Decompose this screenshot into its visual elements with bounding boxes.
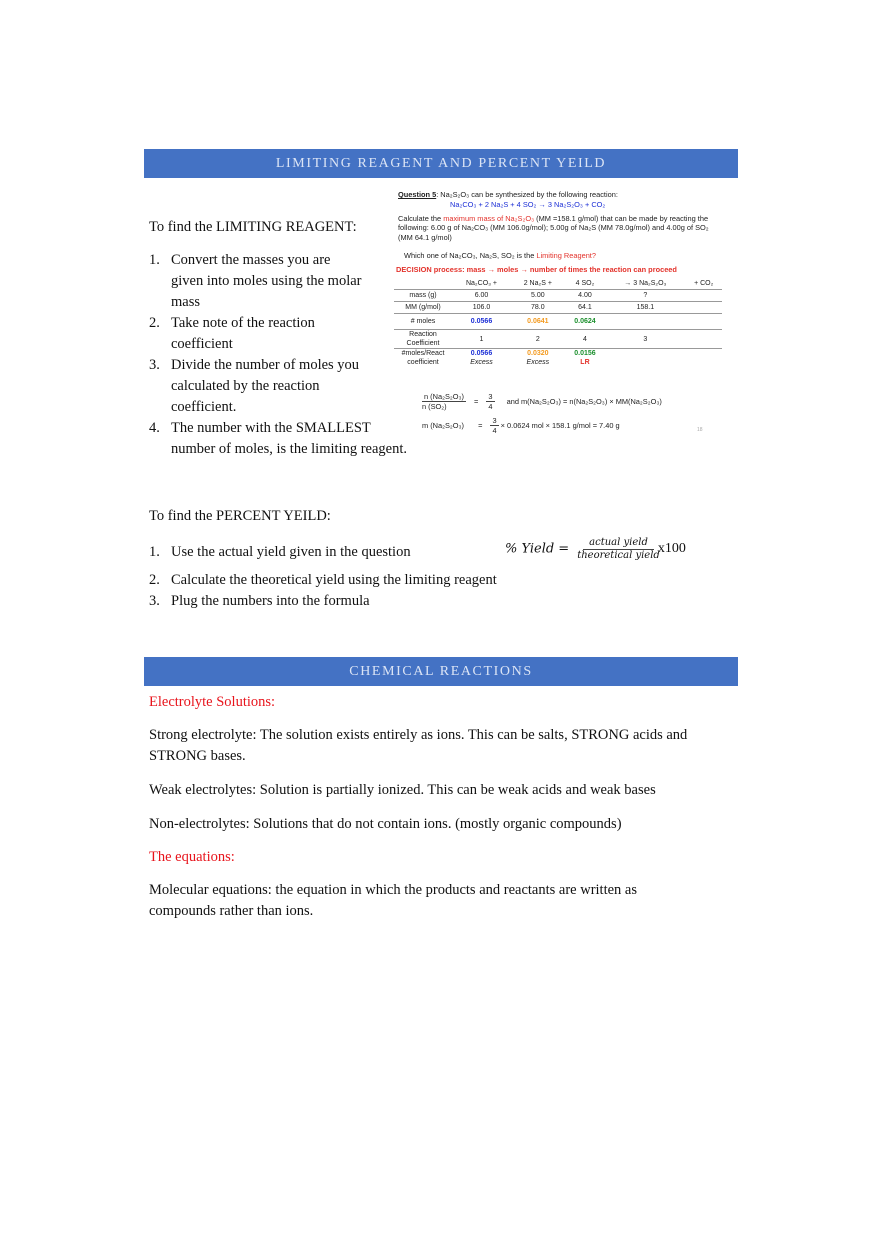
strong-electrolyte-paragraph: Strong electrolyte: The solution exists entirely as ions. This can be salts, STRONG acids and STRONG bases. <box>149 727 688 764</box>
electrolyte-heading: Electrolyte Solutions: <box>149 694 276 710</box>
slide-question: Question 5: Na₂S₂O₃ can be synthesized by the following reaction: <box>398 190 618 199</box>
slide-mass-equation: m (Na₂S₂O₃) = $\frac{3}{4}$ × 0.0624 mol × 158.1 g/mol = 7.40 g <box>422 416 620 436</box>
limiting-heading: To find the LIMITING REAGENT: <box>149 219 357 235</box>
limiting-steps-list <box>149 250 429 460</box>
section-banner-reactions: CHEMICAL REACTIONS <box>144 657 738 686</box>
limiting-step: 2. Take note of the reaction coefficient <box>149 315 315 352</box>
non-electrolyte-paragraph: Non-electrolytes: Solutions that do not contain ions. (mostly organic compounds) <box>149 816 622 832</box>
percent-step: 2. Calculate the theoretical yield using the limiting reagent <box>149 572 497 588</box>
percent-heading: To find the PERCENT YEILD: <box>149 508 331 524</box>
table-row: #moles/React coefficient 0.0566 Excess 0.0320 Excess 0.0156 LR <box>401 350 596 366</box>
slide-decision: DECISION process: mass → moles → number of times the reaction can proceed <box>396 265 677 274</box>
percent-step: 1. Use the actual yield given in the question <box>149 544 411 560</box>
table-row: # moles 0.0566 0.0641 0.0624 <box>394 314 722 330</box>
table-row: Reaction Coefficient 1 2 4 3 <box>394 330 722 349</box>
limiting-step: 4. The number with the SMALLEST number of moles, is the limiting reagent. <box>149 420 407 457</box>
example-slide <box>392 186 722 438</box>
table-row: mass (g) 6.00 5.00 4.00 ? <box>394 290 722 302</box>
slide-calc-text: Calculate the maximum mass of Na₂S₂O₃ (MM =158.1 g/mol) that can be made by reacting the following: 6.00 g of Na₂CO₃ (MM 106.0g/mol); 5.00g of Na₂S (MM 78.0g/mol) and 4.00g of SO₂ (MM 64.1 g/mol) <box>398 214 709 242</box>
limiting-step: 1. Convert the masses you are given into moles using the molar mass <box>149 252 362 310</box>
slide-ratio-equation: $\frac{\text{n (Na₂S₂O₃)}}{\text{n (SO₂)}}$ = $\frac{3}{4}$ and m(Na₂S₂O₃) = n(Na₂S₂O₃) × MM(Na₂S₂O₃) <box>422 392 662 412</box>
percent-yield-formula: % Yield = $\frac{\text{actual yield}}{\text{theoretical yield}}$ x100 <box>505 537 686 561</box>
percent-step: 3. Plug the numbers into the formula <box>149 593 370 609</box>
equations-heading: The equations: <box>149 849 235 865</box>
weak-electrolyte-paragraph: Weak electrolytes: Solution is partially ionized. This can be weak acids and weak bases <box>149 782 656 798</box>
table-row: MM (g/mol) 106.0 78.0 64.1 158.1 <box>394 302 722 314</box>
slide-which-text: Which one of Na₂CO₃, Na₂S, SO₂ is the Limiting Reagent? <box>404 251 596 260</box>
slide-page-number: 18 <box>697 427 703 433</box>
limiting-step: 3. Divide the number of moles you calculated by the reaction coefficient. <box>149 357 360 415</box>
section-banner-limiting: LIMITING REAGENT AND PERCENT YEILD <box>144 149 738 178</box>
slide-table: Na₂CO₃ + 2 Na₂S + 4 SO₂ → 3 Na₂S₂O₃ + CO₂ mass (g) 6.00 5.00 4.00 ? MM (g/mol) 106.0 78.0 64.1 158.1 # moles 0.0566 0.0641 0.0624 Reaction Coefficient 1 2 4 3 #moles/React coefficient 0.0566 Excess 0.0320 Excess 0.0156 LR <box>394 278 722 367</box>
slide-equation: Na₂CO₃ + 2 Na₂S + 4 SO₂ → 3 Na₂S₂O₃ + CO₂ <box>450 200 606 209</box>
molecular-equations-paragraph: Molecular equations: the equation in which the products and reactants are written as compounds rather than ions. <box>149 882 638 919</box>
